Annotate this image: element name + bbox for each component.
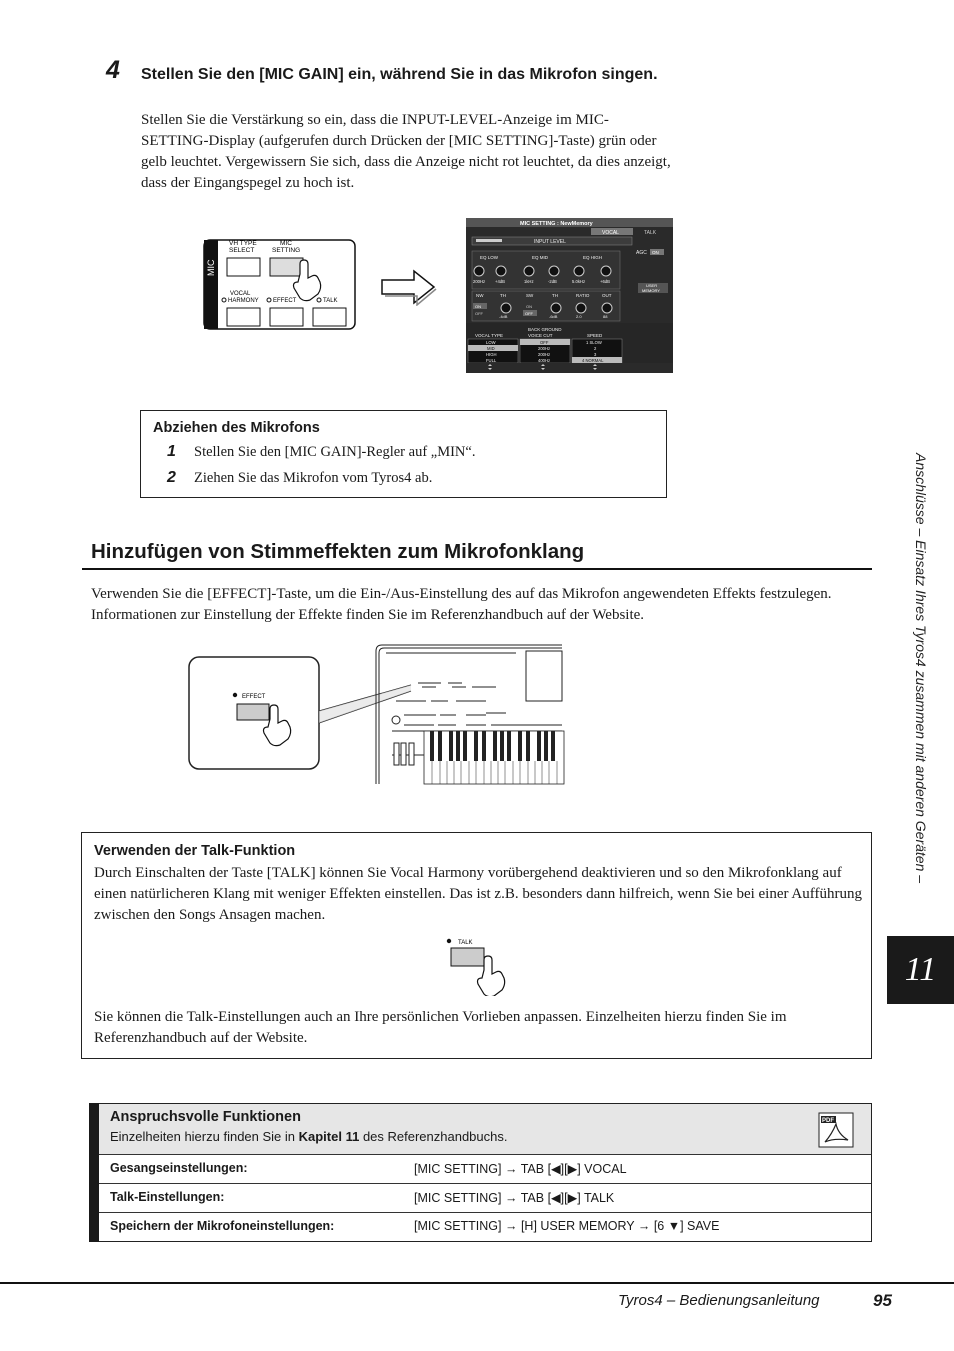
lcd-knob [574, 266, 584, 276]
lcd-vocal-type-option: FULL [486, 358, 497, 363]
side-chapter-title [905, 453, 935, 923]
lcd-eq-mid: EQ MID [532, 255, 549, 260]
lcd-comp-label: TH [500, 293, 506, 298]
section-divider [82, 568, 872, 570]
lcd-comp-value: ON [475, 304, 481, 309]
lcd-background-option: OFF [540, 340, 549, 345]
lcd-comp-label: OUT [602, 293, 612, 298]
keyboard-wheels [394, 743, 414, 765]
advanced-functions-bar [89, 1103, 99, 1242]
lcd-user-memory-1: USER [646, 283, 658, 288]
lcd-background-option: 400Hz [538, 358, 551, 363]
section-paragraph: Verwenden Sie die [EFFECT]-Taste, um die Ein-/Aus-Einstellung des auf das Mikrofon angewendeten Effekts festzulegen. Informationen zur Einstellung der Effekte finden Sie im Referenzhandbuch auf der Website. [91, 586, 832, 623]
advanced-functions-subtitle [110, 1129, 507, 1144]
lcd-speed-option: 3 [594, 352, 597, 357]
lcd-knob [501, 303, 511, 313]
lcd-comp-label: TH [552, 293, 558, 298]
table-row-value: [MIC SETTING] → [H] USER MEMORY → [6 ▼] SAVE [414, 1219, 720, 1233]
unplug-mic-title: Abziehen des Mikrofons [153, 420, 320, 436]
pdf-icon-label: PDF [822, 1118, 834, 1124]
subtitle-text: Einzelheiten hierzu finden Sie in [110, 1129, 299, 1144]
lcd-eq-value: 1kHz [524, 279, 534, 284]
table-row-label: Speichern der Mikrofoneinstellungen: [110, 1219, 335, 1233]
lcd-vocal-type-option: LOW [486, 340, 496, 345]
lcd-tab-talk: TALK [644, 230, 657, 236]
vocal-harmony-label-1: VOCAL [230, 291, 251, 297]
vocal-harmony-label-2: HARMONY [228, 298, 259, 304]
effect-button [237, 704, 269, 720]
lcd-vocal-type-label: VOCAL TYPE [475, 333, 504, 338]
side-chapter-text: Anschlüsse – Einsatz Ihres Tyros4 zusammen mit anderen Geräten – [913, 453, 929, 884]
lcd-background-option: 200Hz [538, 346, 551, 351]
talk-button [451, 948, 484, 966]
right-arrow-icon [380, 268, 438, 306]
mic-panel-illustration [200, 236, 360, 332]
lcd-speed-option: 1 SLOW [586, 340, 602, 345]
talk-led [447, 939, 451, 943]
lcd-comp-value: 88 [603, 314, 608, 319]
talk-function-paragraph: Sie können die Talk-Einstellungen auch an Ihre persönlichen Vorlieben anpassen. Einzelheiten hierzu finden Sie im Referenzhandbuch auf der Website. [94, 1009, 787, 1046]
lcd-eq-low: EQ LOW [480, 255, 499, 260]
table-row-label: Gesangseinstellungen: [110, 1161, 248, 1175]
lcd-comp-value: OFF [475, 311, 483, 316]
talk-button-label: TALK [458, 940, 473, 946]
step-body: Stellen Sie die Verstärkung so ein, dass die INPUT-LEVEL-Anzeige im MIC-SETTING-Display (aufgerufen durch Drücken der [MIC SETTING]-Taste) grün oder gelb leuchtet. Vergewissern Sie sich, dass die Anzeige nicht rot leuchtet, da dies anzeigt, dass der Eingangspegel zu hoch ist. [141, 112, 671, 191]
lcd-speed-option: 4 NORMAL [582, 358, 604, 363]
step-heading: Stellen Sie den [MIC GAIN] ein, während Sie in das Mikrofon singen. [141, 66, 658, 83]
unplug-step-text: Ziehen Sie das Mikrofon vom Tyros4 ab. [194, 470, 433, 486]
table-row-value: [MIC SETTING] → TAB [◀][▶] TALK [414, 1191, 615, 1205]
lcd-background-label-2: VOICE CUT [528, 333, 553, 338]
lcd-tab-vocal: VOCAL [602, 230, 619, 236]
subtitle-text: des Referenzhandbuchs. [359, 1129, 508, 1144]
footer-page-number: 95 [873, 1291, 892, 1310]
lcd-knob [576, 303, 586, 313]
lcd-comp-value: ON [526, 304, 532, 309]
lcd-comp-value: -4dB [499, 314, 508, 319]
talk-function-title: Verwenden der Talk-Funktion [94, 843, 296, 859]
lcd-knob [601, 266, 611, 276]
vocal-harmony-button [227, 308, 260, 326]
talk-button-illustration [440, 934, 515, 996]
unplug-step-number: 2 [167, 469, 176, 486]
chapter-reference: Kapitel 11 [298, 1129, 360, 1144]
vh-type-select-label-2: SELECT [229, 247, 255, 254]
lcd-knob [551, 303, 561, 313]
lcd-agc-label: AGC [636, 250, 647, 256]
lcd-background-label-1: BACK GROUND [528, 327, 562, 332]
lcd-vocal-type-option: MID [487, 346, 495, 351]
lcd-eq-value: +4dB [495, 279, 505, 284]
mic-setting-lcd [466, 218, 673, 373]
lcd-eq-value: 200Hz [473, 279, 486, 284]
effect-button [270, 308, 303, 326]
effect-button-label: EFFECT [242, 694, 266, 700]
vh-type-select-label-1: VH TYPE [229, 240, 257, 247]
lcd-comp-value: OFF [525, 311, 533, 316]
section-title: Hinzufügen von Stimmeffekten zum Mikrofonklang [91, 540, 585, 563]
mic-setting-label-2: SETTING [272, 247, 301, 254]
advanced-functions-title: Anspruchsvolle Funktionen [110, 1109, 301, 1125]
lcd-comp-label: SW [526, 293, 534, 298]
footer-divider [0, 1282, 954, 1284]
talk-label: TALK [323, 298, 338, 304]
lcd-comp-value: -6dB [549, 314, 558, 319]
lcd-speed-option: 2 [594, 346, 597, 351]
lcd-knob [474, 266, 484, 276]
mic-setting-button [270, 258, 303, 276]
lcd-eq-high: EQ HIGH [583, 255, 603, 260]
lcd-speed-label: SPEED [587, 333, 603, 338]
effect-label: EFFECT [273, 298, 297, 304]
lcd-input-level: INPUT LEVEL [534, 239, 566, 245]
lcd-knob [496, 266, 506, 276]
lcd-vocal-type-option: HIGH [486, 352, 497, 357]
pdf-icon [818, 1112, 854, 1148]
effect-led [233, 693, 237, 697]
talk-button [313, 308, 346, 326]
step-number: 4 [106, 56, 120, 84]
lcd-comp-label: RATIO [576, 293, 590, 298]
lcd-eq-value: -2dB [548, 279, 557, 284]
unplug-step-number: 1 [167, 443, 176, 460]
talk-function-paragraph: Durch Einschalten der Taste [TALK] können Sie Vocal Harmony vorübergehend deaktivieren und so den Mikrofonklang auf einen natürlicheren Klang mit weniger Effekten einstellen. Das ist z.B. besonders dann hilfreich, wenn Sie bei einer Aufführung zwischen den Songs Ansagen machen. [94, 865, 862, 923]
chapter-tab: 11 [887, 936, 954, 1004]
lcd-agc-value: ON [652, 250, 659, 255]
mic-setting-label-1: MIC [280, 240, 292, 247]
lcd-comp-value: 2.0 [576, 314, 582, 319]
vh-type-select-button [227, 258, 260, 276]
table-row-label: Talk-Einstellungen: [110, 1190, 225, 1204]
lcd-eq-value: +6dB [600, 279, 610, 284]
footer-manual-title: Tyros4 – Bedienungsanleitung [618, 1292, 820, 1309]
unplug-step-text: Stellen Sie den [MIC GAIN]-Regler auf „MIN“. [194, 444, 476, 460]
lcd-eq-value: 5.0kHz [572, 279, 586, 284]
lcd-knob [524, 266, 534, 276]
mic-group-label: MIC [206, 259, 216, 276]
lcd-knob [602, 303, 612, 313]
lcd-knob [549, 266, 559, 276]
table-row-value: [MIC SETTING] → TAB [◀][▶] VOCAL [414, 1162, 627, 1176]
lcd-title: MIC SETTING : NewMemory [520, 221, 593, 227]
lcd-user-memory-2: MEMORY [642, 288, 660, 293]
lcd-background-option: 200Hz [538, 352, 551, 357]
lcd-comp-label: NW [476, 293, 484, 298]
keyboard-effect-illustration [186, 643, 566, 788]
